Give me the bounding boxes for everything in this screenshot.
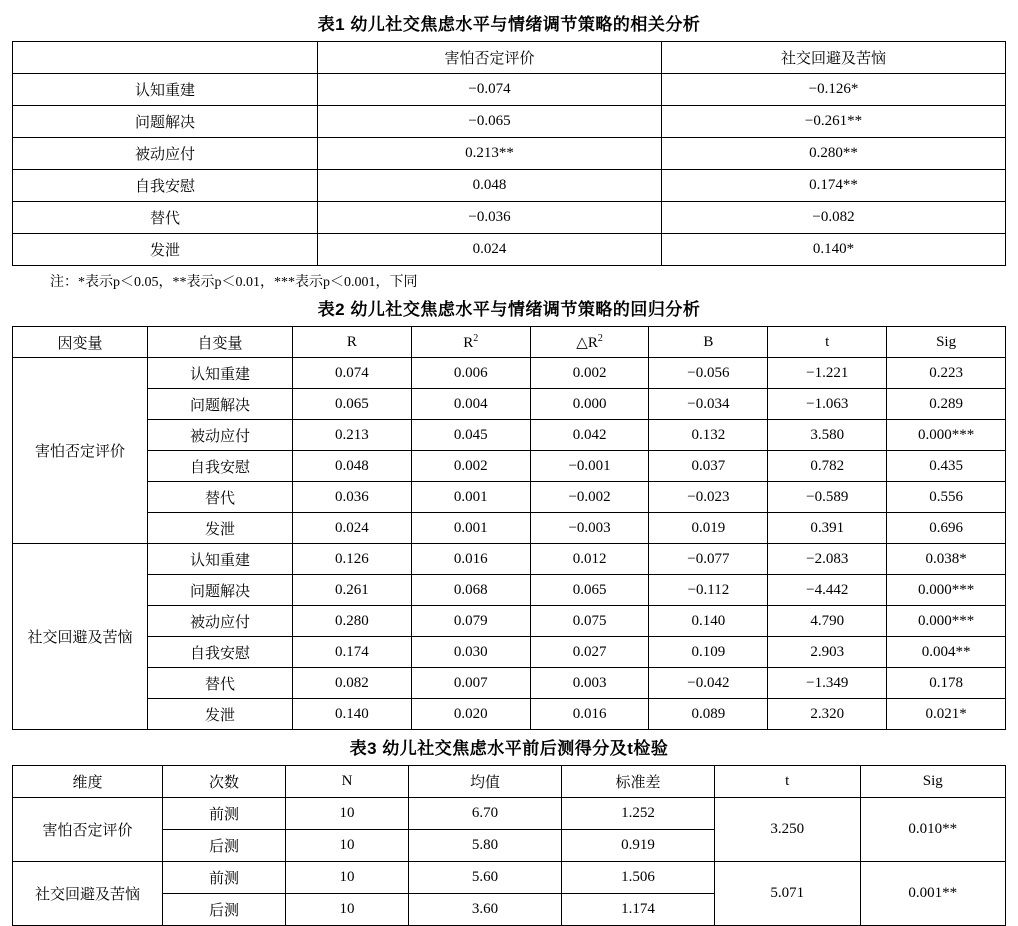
table-row — [13, 358, 1006, 389]
table3-g1r1-n: 10 — [286, 894, 409, 926]
table2-g0r3-t: 0.782 — [768, 451, 887, 482]
table3 — [12, 765, 1006, 926]
table2-g1r4-r: 0.082 — [293, 668, 412, 699]
table-header-row — [13, 42, 1006, 74]
table2-g0r5-independent: 发泄 — [148, 513, 293, 544]
table3-g0r1-n: 10 — [286, 830, 409, 862]
table2-g1r1-t: −4.442 — [768, 575, 887, 606]
table2-g1r2-t: 4.790 — [768, 606, 887, 637]
table1-row3-avoid: 0.174** — [662, 170, 1006, 202]
table1-row4-label: 替代 — [13, 202, 318, 234]
table2-header-r: R — [293, 327, 412, 358]
table3-g0r0-sd: 1.252 — [562, 798, 715, 830]
table2-g1r3-b: 0.109 — [649, 637, 768, 668]
table-row — [13, 138, 1006, 170]
table3-g1r0-mean: 5.60 — [409, 862, 562, 894]
table2-g0r5-delta: −0.003 — [530, 513, 649, 544]
table3-group0-label: 害怕否定评价 — [13, 798, 163, 862]
table2-g0r2-r: 0.213 — [293, 420, 412, 451]
table2-g0r2-sig: 0.000*** — [887, 420, 1006, 451]
table1-row3-label: 自我安慰 — [13, 170, 318, 202]
table2-g0r3-sig: 0.435 — [887, 451, 1006, 482]
table2-g1r0-sig: 0.038* — [887, 544, 1006, 575]
table1-row5-label: 发泄 — [13, 234, 318, 266]
table2-g0r0-r2: 0.006 — [411, 358, 530, 389]
table2-g1r0-delta: 0.012 — [530, 544, 649, 575]
table-row — [13, 575, 1006, 606]
table2-g0r1-independent: 问题解决 — [148, 389, 293, 420]
table2-g0r0-delta: 0.002 — [530, 358, 649, 389]
table2-g1r4-r2: 0.007 — [411, 668, 530, 699]
table2-g0r1-sig: 0.289 — [887, 389, 1006, 420]
table2-g0r2-t: 3.580 — [768, 420, 887, 451]
table2-g1r2-sig: 0.000*** — [887, 606, 1006, 637]
table2-g1r5-independent: 发泄 — [148, 699, 293, 730]
table1-row2-label: 被动应付 — [13, 138, 318, 170]
table1-row1-fear: −0.065 — [318, 106, 662, 138]
table-row — [13, 420, 1006, 451]
table2-g1r1-independent: 问题解决 — [148, 575, 293, 606]
table3-title: 表3 幼儿社交焦虑水平前后测得分及t检验 — [349, 739, 669, 758]
table2-g0r0-t: −1.221 — [768, 358, 887, 389]
table2-g0r4-delta: −0.002 — [530, 482, 649, 513]
table2-g0r2-r2: 0.045 — [411, 420, 530, 451]
table2-header-sig: Sig — [887, 327, 1006, 358]
table1-title: 表1 幼儿社交焦虑水平与情绪调节策略的相关分析 — [317, 15, 701, 34]
table1-row2-fear: 0.213** — [318, 138, 662, 170]
table-row — [13, 202, 1006, 234]
table2-header-dependent: 因变量 — [13, 327, 148, 358]
table-row — [13, 234, 1006, 266]
table2-g1r1-sig: 0.000*** — [887, 575, 1006, 606]
table2-header-delta-r2: $\triangle R^2$ — [530, 327, 649, 358]
table2-g0r1-b: −0.034 — [649, 389, 768, 420]
table-row — [13, 451, 1006, 482]
table-row — [13, 637, 1006, 668]
table-row — [13, 798, 1006, 830]
table2-g1r4-sig: 0.178 — [887, 668, 1006, 699]
table2-g1r3-r: 0.174 — [293, 637, 412, 668]
table2-header-t: t — [768, 327, 887, 358]
table-row — [13, 544, 1006, 575]
table2-g1r3-sig: 0.004** — [887, 637, 1006, 668]
table-row — [13, 170, 1006, 202]
table2-g0r5-r2: 0.001 — [411, 513, 530, 544]
table3-g1r1-mean: 3.60 — [409, 894, 562, 926]
table-row — [13, 699, 1006, 730]
table1 — [12, 41, 1006, 266]
table2-g0r0-b: −0.056 — [649, 358, 768, 389]
table1-row0-label: 认知重建 — [13, 74, 318, 106]
table3-header-t: t — [715, 766, 861, 798]
table3-g0r0-times: 前测 — [163, 798, 286, 830]
table1-row5-avoid: 0.140* — [662, 234, 1006, 266]
table2-g1r3-r2: 0.030 — [411, 637, 530, 668]
table3-header-mean: 均值 — [409, 766, 562, 798]
table3-header-dimension: 维度 — [13, 766, 163, 798]
table2-g0r2-delta: 0.042 — [530, 420, 649, 451]
table3-g0r0-n: 10 — [286, 798, 409, 830]
table2-g1r5-sig: 0.021* — [887, 699, 1006, 730]
table2-g0r3-independent: 自我安慰 — [148, 451, 293, 482]
table1-row0-avoid: −0.126* — [662, 74, 1006, 106]
table2-g0r4-b: −0.023 — [649, 482, 768, 513]
table2-g0r1-r2: 0.004 — [411, 389, 530, 420]
table3-header-n: N — [286, 766, 409, 798]
table1-row0-fear: −0.074 — [318, 74, 662, 106]
table3-g0r0-mean: 6.70 — [409, 798, 562, 830]
table2-g0r4-r2: 0.001 — [411, 482, 530, 513]
table2-g1r4-independent: 替代 — [148, 668, 293, 699]
table2-g0r5-t: 0.391 — [768, 513, 887, 544]
table2-group0-label: 害怕否定评价 — [13, 358, 148, 544]
table2 — [12, 326, 1006, 730]
table2-g0r0-r: 0.074 — [293, 358, 412, 389]
table3-g1r0-n: 10 — [286, 862, 409, 894]
table2-g0r2-b: 0.132 — [649, 420, 768, 451]
table2-g0r0-independent: 认知重建 — [148, 358, 293, 389]
table-row — [13, 74, 1006, 106]
table2-g1r2-delta: 0.075 — [530, 606, 649, 637]
table-row — [13, 513, 1006, 544]
table1-row3-fear: 0.048 — [318, 170, 662, 202]
table3-header-times: 次数 — [163, 766, 286, 798]
table3-g1r1-sd: 1.174 — [562, 894, 715, 926]
table3-g1r0-sd: 1.506 — [562, 862, 715, 894]
table1-note: 注：*表示p＜0.05，**表示p＜0.01，***表示p＜0.001，下同 — [50, 275, 418, 290]
table3-g0r1-sd: 0.919 — [562, 830, 715, 862]
table-row — [13, 606, 1006, 637]
table2-g1r2-r2: 0.079 — [411, 606, 530, 637]
table-row — [13, 106, 1006, 138]
table2-g1r2-b: 0.140 — [649, 606, 768, 637]
table2-g1r2-independent: 被动应付 — [148, 606, 293, 637]
table2-g1r5-delta: 0.016 — [530, 699, 649, 730]
table2-g1r5-b: 0.089 — [649, 699, 768, 730]
table3-group0-t: 3.250 — [715, 798, 861, 862]
table2-g0r5-sig: 0.696 — [887, 513, 1006, 544]
table1-header-avoid: 社交回避及苦恼 — [662, 42, 1006, 74]
table1-row5-fear: 0.024 — [318, 234, 662, 266]
table3-g1r0-times: 前测 — [163, 862, 286, 894]
table2-g1r5-r: 0.140 — [293, 699, 412, 730]
table2-g0r3-b: 0.037 — [649, 451, 768, 482]
table1-row4-avoid: −0.082 — [662, 202, 1006, 234]
table3-group0-sig: 0.010** — [860, 798, 1006, 862]
table3-g0r1-mean: 5.80 — [409, 830, 562, 862]
table2-g0r0-sig: 0.223 — [887, 358, 1006, 389]
table2-g0r3-r2: 0.002 — [411, 451, 530, 482]
table1-header-blank — [13, 42, 318, 74]
table2-g0r5-b: 0.019 — [649, 513, 768, 544]
table3-group1-sig: 0.001** — [860, 862, 1006, 926]
table2-g1r3-t: 2.903 — [768, 637, 887, 668]
table3-header-sig: Sig — [860, 766, 1006, 798]
table2-g0r2-independent: 被动应付 — [148, 420, 293, 451]
table2-g1r3-independent: 自我安慰 — [148, 637, 293, 668]
table2-header-r2: $R^2$ — [411, 327, 530, 358]
table2-g1r1-r2: 0.068 — [411, 575, 530, 606]
table1-row4-fear: −0.036 — [318, 202, 662, 234]
table2-g0r5-r: 0.024 — [293, 513, 412, 544]
table-row — [13, 862, 1006, 894]
table-row — [13, 389, 1006, 420]
table2-title: 表2 幼儿社交焦虑水平与情绪调节策略的回归分析 — [317, 300, 701, 319]
table1-row1-label: 问题解决 — [13, 106, 318, 138]
table2-g0r1-t: −1.063 — [768, 389, 887, 420]
table2-g0r4-t: −0.589 — [768, 482, 887, 513]
table2-g1r4-t: −1.349 — [768, 668, 887, 699]
table2-g1r1-b: −0.112 — [649, 575, 768, 606]
table2-g1r1-delta: 0.065 — [530, 575, 649, 606]
table-row — [13, 482, 1006, 513]
table2-g1r0-r2: 0.016 — [411, 544, 530, 575]
table2-g1r0-r: 0.126 — [293, 544, 412, 575]
table2-header-b: B — [649, 327, 768, 358]
table2-g1r3-delta: 0.027 — [530, 637, 649, 668]
table1-row2-avoid: 0.280** — [662, 138, 1006, 170]
table1-row1-avoid: −0.261** — [662, 106, 1006, 138]
table2-g1r4-delta: 0.003 — [530, 668, 649, 699]
table-row — [13, 668, 1006, 699]
table2-g1r1-r: 0.261 — [293, 575, 412, 606]
table2-g1r0-t: −2.083 — [768, 544, 887, 575]
table3-g1r1-times: 后测 — [163, 894, 286, 926]
table2-g1r5-t: 2.320 — [768, 699, 887, 730]
table2-g0r4-r: 0.036 — [293, 482, 412, 513]
table3-group1-label: 社交回避及苦恼 — [13, 862, 163, 926]
table2-g1r4-b: −0.042 — [649, 668, 768, 699]
table2-header-independent: 自变量 — [148, 327, 293, 358]
table-header-row — [13, 327, 1006, 358]
table2-g1r5-r2: 0.020 — [411, 699, 530, 730]
table2-g0r3-delta: −0.001 — [530, 451, 649, 482]
table2-g1r2-r: 0.280 — [293, 606, 412, 637]
table2-g0r1-r: 0.065 — [293, 389, 412, 420]
table2-group1-label: 社交回避及苦恼 — [13, 544, 148, 730]
table2-g1r0-independent: 认知重建 — [148, 544, 293, 575]
table2-g1r0-b: −0.077 — [649, 544, 768, 575]
table2-g0r4-sig: 0.556 — [887, 482, 1006, 513]
table1-header-fear: 害怕否定评价 — [318, 42, 662, 74]
table3-g0r1-times: 后测 — [163, 830, 286, 862]
table3-header-sd: 标准差 — [562, 766, 715, 798]
table3-group1-t: 5.071 — [715, 862, 861, 926]
table2-g0r3-r: 0.048 — [293, 451, 412, 482]
table-header-row — [13, 766, 1006, 798]
table2-g0r1-delta: 0.000 — [530, 389, 649, 420]
table2-g0r4-independent: 替代 — [148, 482, 293, 513]
